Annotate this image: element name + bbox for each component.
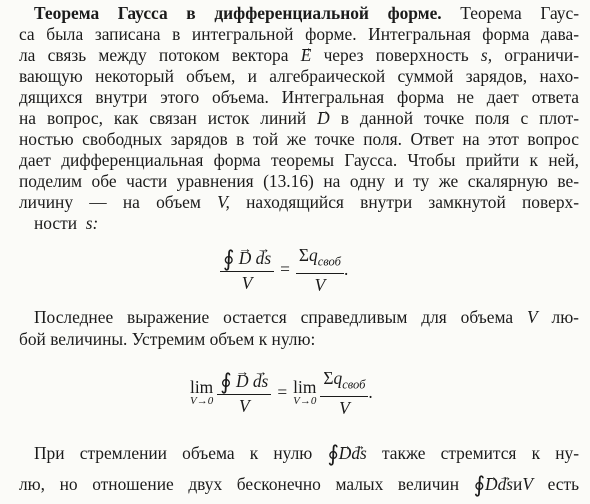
symbol-s: s: <box>85 213 99 233</box>
text-run: и <box>513 474 523 494</box>
text-run: также стремится к ну- <box>381 443 579 463</box>
charge-symbol: q <box>309 245 318 265</box>
fraction-numerator <box>220 247 274 272</box>
text-run: через поверхность <box>323 45 469 65</box>
limit-operator <box>293 376 317 407</box>
text-run: лю- <box>551 307 579 327</box>
fraction-denominator: V <box>241 272 253 293</box>
symbol-s: s, <box>480 45 493 65</box>
equation-limit <box>190 367 373 418</box>
fraction-flux-over-volume <box>220 247 274 293</box>
text-line <box>34 307 579 328</box>
text-run: личину — на объем <box>19 192 201 212</box>
vector-d-symbol: → D <box>239 247 252 269</box>
vector-d-symbol: → D <box>485 474 498 495</box>
fraction-numerator <box>296 244 344 274</box>
text-run: есть <box>547 474 579 494</box>
symbol-v: V <box>527 307 538 327</box>
text-run: Теорема Гаус- <box>460 3 579 23</box>
text-line: дящихся внутри этого объема. Интегральная форма не дает ответа <box>19 87 579 107</box>
contour-integral-symbol: ∮ <box>327 442 339 466</box>
charge-subscript: своб <box>342 377 366 392</box>
contour-integral-symbol: ∮ <box>473 473 486 497</box>
text-line <box>19 474 579 495</box>
equation-period: . <box>368 382 373 403</box>
charge-symbol: q <box>333 368 343 388</box>
section-heading: Теорема Гаусса в дифференциальной форме. <box>34 3 442 23</box>
text-run: на вопрос, как связан исток линий <box>19 108 307 128</box>
fraction-charge-over-volume <box>320 367 368 418</box>
vector-e-symbol: → E <box>301 45 312 66</box>
text-line <box>34 3 579 24</box>
fraction-flux-over-volume <box>217 370 271 416</box>
vector-d-symbol: → D <box>236 370 249 392</box>
fraction-denominator: V <box>314 275 326 296</box>
text-line <box>19 192 579 213</box>
text-line: дает дифференциальная форма теоремы Гаусса. Чтобы прийти к ней, <box>19 150 579 170</box>
fraction-denominator: V <box>238 395 250 416</box>
lim-subscript: V→0 <box>293 394 317 407</box>
vector-ds-symbol: → ds <box>253 370 268 392</box>
text-line: поделим обе части уравнения (13.16) на одну и ту же скалярную ве- <box>19 171 579 191</box>
vector-d-symbol: → D <box>317 108 330 129</box>
text-run: ограничи- <box>504 45 579 65</box>
equals-sign: = <box>280 259 290 280</box>
limit-operator <box>190 376 214 407</box>
text-run: в данной точке поля с плот- <box>340 108 579 128</box>
text-line: бой величины. Устремим объем к нулю: <box>19 329 316 349</box>
text-run: находящийся внутри замкнутой поверх- <box>246 192 579 212</box>
vector-ds-symbol: → ds <box>256 247 271 269</box>
text-run: ла связь между потоком вектора <box>19 45 289 65</box>
sum-symbol: Σ <box>323 368 334 388</box>
charge-subscript: своб <box>317 254 341 269</box>
contour-integral-symbol: ∮ <box>223 246 235 271</box>
fraction-denominator: V <box>339 398 350 419</box>
text-line <box>34 213 98 234</box>
text-run: лю, но отношение двух бесконечно малых величин <box>19 474 460 494</box>
sum-symbol: Σ <box>298 245 310 265</box>
text-line: ностью свободных зарядов в той же точке поля. Ответ на этот вопрос <box>19 129 579 149</box>
fraction-numerator <box>320 367 368 397</box>
text-line: са была записана в интегральной форме. Интегральная форма дава- <box>19 24 579 44</box>
text-run: ности <box>34 213 78 233</box>
equals-sign: = <box>277 382 288 403</box>
fraction-numerator <box>217 370 271 395</box>
lim-text: lim <box>190 376 214 397</box>
contour-integral-symbol: ∮ <box>220 369 232 394</box>
text-run: Последнее выражение остается справедливым для объема <box>34 307 514 327</box>
vector-ds-symbol: → ds <box>351 443 366 464</box>
text-line: вающую некоторый объем, и алгебраической суммой зарядов, нахо- <box>19 66 579 86</box>
lim-text: lim <box>293 376 317 397</box>
text-line <box>19 45 579 66</box>
symbol-v: V, <box>217 192 230 212</box>
vector-d-symbol: → D <box>339 443 352 464</box>
symbol-v: V <box>522 474 533 494</box>
text-line <box>34 443 579 464</box>
vector-ds-symbol: → ds <box>498 474 513 495</box>
text-run: При стремлении объема к нулю <box>34 443 313 463</box>
equation-period: . <box>343 259 349 280</box>
lim-subscript: V→0 <box>190 394 214 407</box>
fraction-charge-over-volume <box>296 244 344 295</box>
equation-flux-density <box>220 244 348 295</box>
text-line <box>19 108 579 129</box>
